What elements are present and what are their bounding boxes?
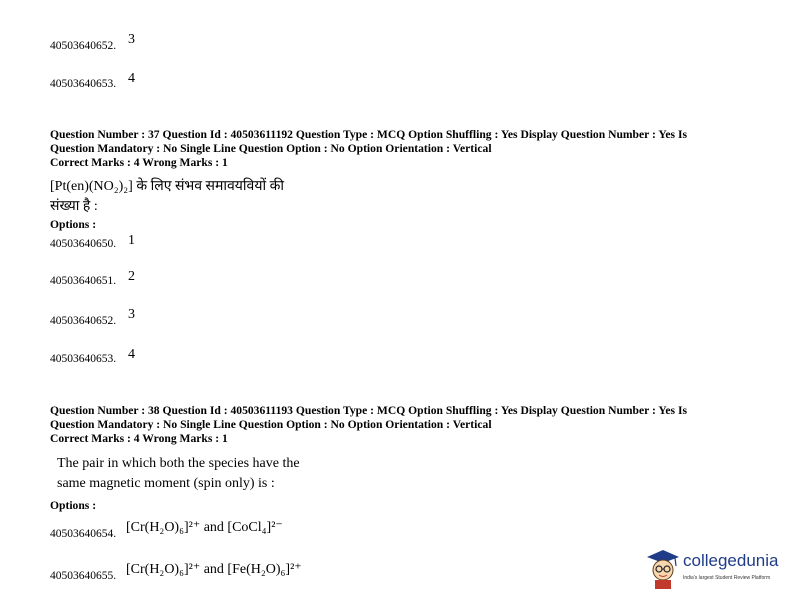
options-label: Options : [50,218,97,231]
option-value: 3 [128,32,135,47]
student-mascot-icon [645,548,681,590]
question-header [50,128,687,170]
option-id: 40503640654. [50,528,117,540]
option-id: 40503640653. [50,353,117,365]
option-value: [Cr(H₂O)₆]²⁺ and [Fe(H₂O)₆]²⁺ [126,562,302,577]
question-marks: Correct Marks : 4 Wrong Marks : 1 [50,156,228,169]
option-id: 40503640651. [50,275,117,287]
option-id: 40503640653. [50,78,117,90]
option-value: 1 [128,233,135,248]
question-header-line1: Question Number : 37 Question Id : 40503611192 Question Type : MCQ Option Shuffling : Yes Display Question Number : Yes Is [50,128,687,141]
question-text-line2: संख्या है : [50,199,98,214]
question-text [50,176,284,195]
question-header [50,404,687,446]
option-value: 3 [128,307,135,322]
logo-name: collegedunia [683,551,779,570]
option-value: 2 [128,269,135,284]
question-text-line2: same magnetic moment (spin only) is : [57,476,275,491]
option-id: 40503640652. [50,40,117,52]
options-label: Options : [50,499,97,512]
question-header-line2: Question Mandatory : No Single Line Question Option : No Option Orientation : Vertical [50,418,492,431]
question-header-line2: Question Mandatory : No Single Line Question Option : No Option Orientation : Vertical [50,142,492,155]
collegedunia-logo [645,548,785,592]
question-text-rest: के लिए संभव समावयवियों की [132,179,284,194]
option-value: 4 [128,347,135,362]
option-value: 4 [128,71,135,86]
option-id: 40503640655. [50,570,117,582]
question-text-line1: The pair in which both the species have the [57,456,300,471]
option-id: 40503640652. [50,315,117,327]
option-id: 40503640650. [50,238,117,250]
logo-tagline: India's largest Student Review Platform [683,575,771,581]
question-header-line1: Question Number : 38 Question Id : 40503611193 Question Type : MCQ Option Shuffling : Yes Display Question Number : Yes Is [50,404,687,417]
question-marks: Correct Marks : 4 Wrong Marks : 1 [50,432,228,445]
option-value: [Cr(H₂O)₆]²⁺ and [CoCl₄]²⁻ [126,520,283,535]
question-formula: [Pt(en)(NO₂)₂] [50,179,133,194]
